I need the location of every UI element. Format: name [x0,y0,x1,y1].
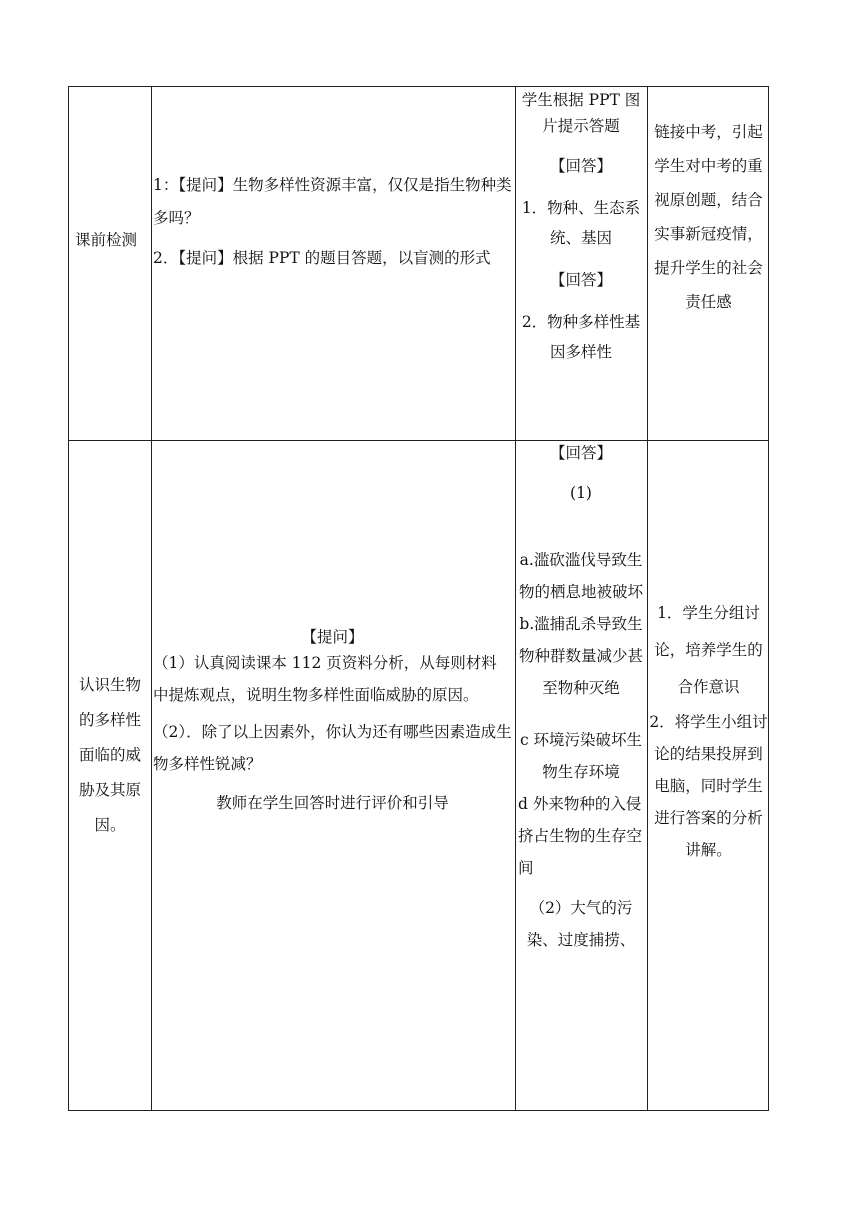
row2-teacher-cell [151,440,515,1112]
row2-answer-d: d 外来物种的入侵挤占生物的生存空间 [518,795,643,877]
row2-intent-1: 1．学生分组讨论，培养学生的合作意识 [654,604,763,696]
row2-intent-2: 2．将学生小组讨论的结果投屏到电脑，同时学生进行答案的分析讲解。 [649,713,768,859]
row2-label-cell [69,440,151,1112]
row2-teacher-note: 教师在学生回答时进行评价和引导 [216,794,449,812]
row1-teacher-question-2: 2．【提问】根据 PPT 的题目答题，以盲测的形式 [153,249,491,267]
row1-teacher-question-1: 1：【提问】生物多样性资源丰富，仅仅是指生物种类多吗？ [153,176,512,227]
row2-intent-cell [647,440,770,1112]
row2-answer-ab: a.滥砍滥伐导致生物的栖息地被破坏 b.滥捕乱杀导致生物种群数量减少甚至物种灭绝 [518,551,643,697]
row1-label-cell [69,87,151,440]
row2-answer-heading: 【回答】 [549,444,612,462]
row1-intent: 链接中考，引起学生对中考的重视原创题，结合实事新冠疫情，提升学生的社会责任感 [654,123,763,311]
row2-student-cell [515,440,647,1112]
row1-intent-cell [647,87,770,440]
row2-answer-part-1: (1) [570,484,592,502]
row2-teacher-question-1: （1）认真阅读课本 112 页资料分析，从每则材料中提炼观点，说明生物多样性面临威胁的原因。 [153,654,497,704]
row2-answer-c: c 环境污染破坏生物生存环境 [519,731,643,781]
row1-teacher-cell [151,87,515,440]
row1-student-prompt: 学生根据 PPT 图片提示答题 [521,91,641,135]
row2-label: 认识生物的多样性面临的威胁及其原因。 [78,676,141,834]
row1-answer-2: 2．物种多样性基因多样性 [521,313,641,361]
row2-teacher-heading: 【提问】 [301,628,364,646]
row1-answer-heading-2: 【回答】 [549,271,612,289]
row1-answer-1: 1．物种、生态系统、基因 [521,199,641,247]
lesson-plan-table [68,86,769,1111]
row1-answer-heading-1: 【回答】 [549,157,612,175]
row2-answer-part-2: （2）大气的污染、过度捕捞、 [526,899,636,949]
row1-label: 课前检测 [75,231,138,249]
row2-teacher-question-2: （2）．除了以上因素外，你认为还有哪些因素造成生物多样性锐减？ [153,723,512,773]
row1-student-cell [515,87,647,440]
